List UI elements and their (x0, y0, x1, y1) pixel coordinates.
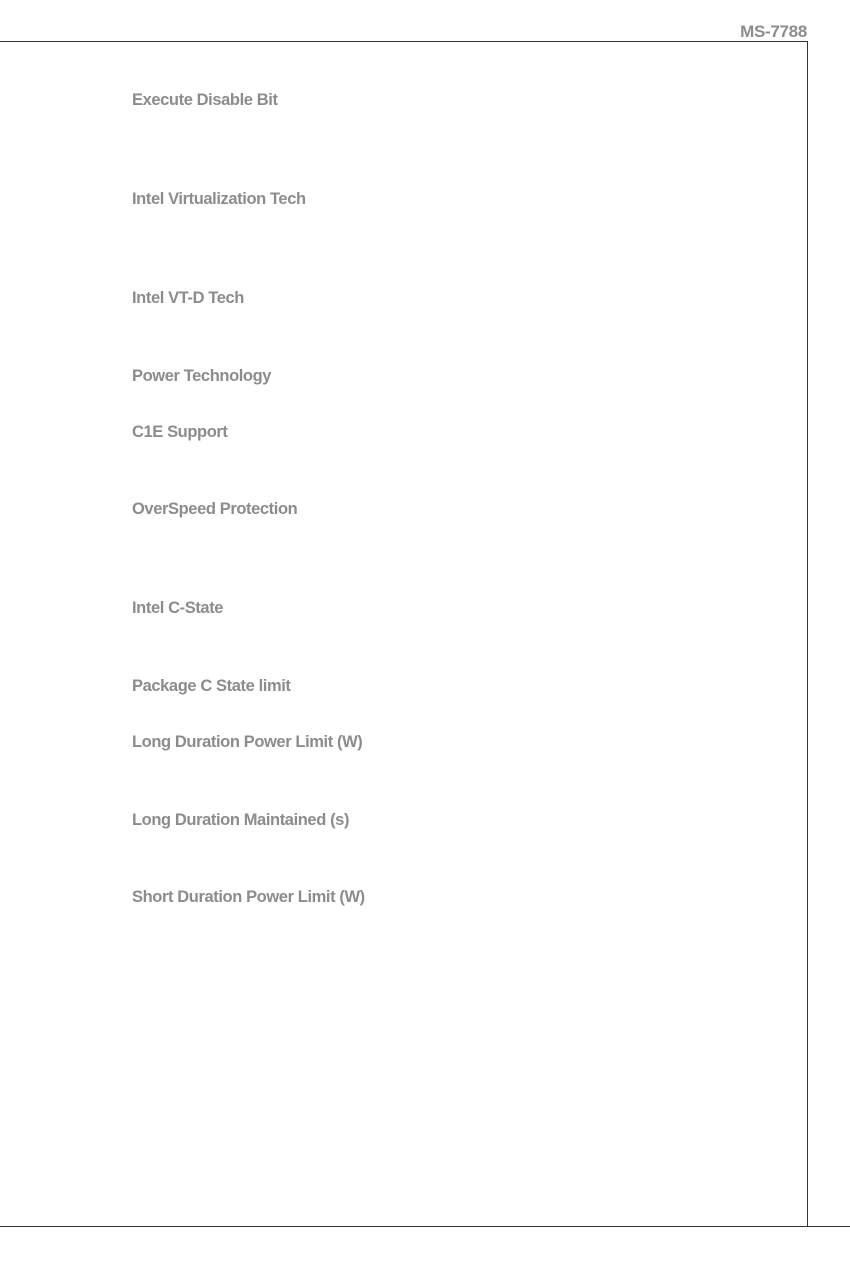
setting-c1e-support: C1E Support (132, 423, 228, 441)
footer-rule (0, 1226, 850, 1227)
setting-long-duration-power-limit: Long Duration Power Limit (W) (132, 733, 363, 751)
setting-power-technology: Power Technology (132, 367, 272, 385)
setting-short-duration-power-limit: Short Duration Power Limit (W) (132, 888, 365, 906)
setting-intel-c-state: Intel C-State (132, 599, 224, 617)
setting-overspeed-protection: OverSpeed Protection (132, 500, 298, 518)
setting-long-duration-maintained: Long Duration Maintained (s) (132, 811, 350, 829)
setting-intel-virtualization-tech: Intel Virtualization Tech (132, 190, 306, 208)
setting-package-c-state-limit: Package C State limit (132, 677, 291, 695)
model-number: MS-7788 (740, 22, 807, 41)
setting-execute-disable-bit: Execute Disable Bit (132, 91, 278, 109)
page-border-right (807, 41, 808, 1226)
header-rule (0, 41, 808, 42)
setting-intel-vt-d-tech: Intel VT-D Tech (132, 289, 244, 307)
